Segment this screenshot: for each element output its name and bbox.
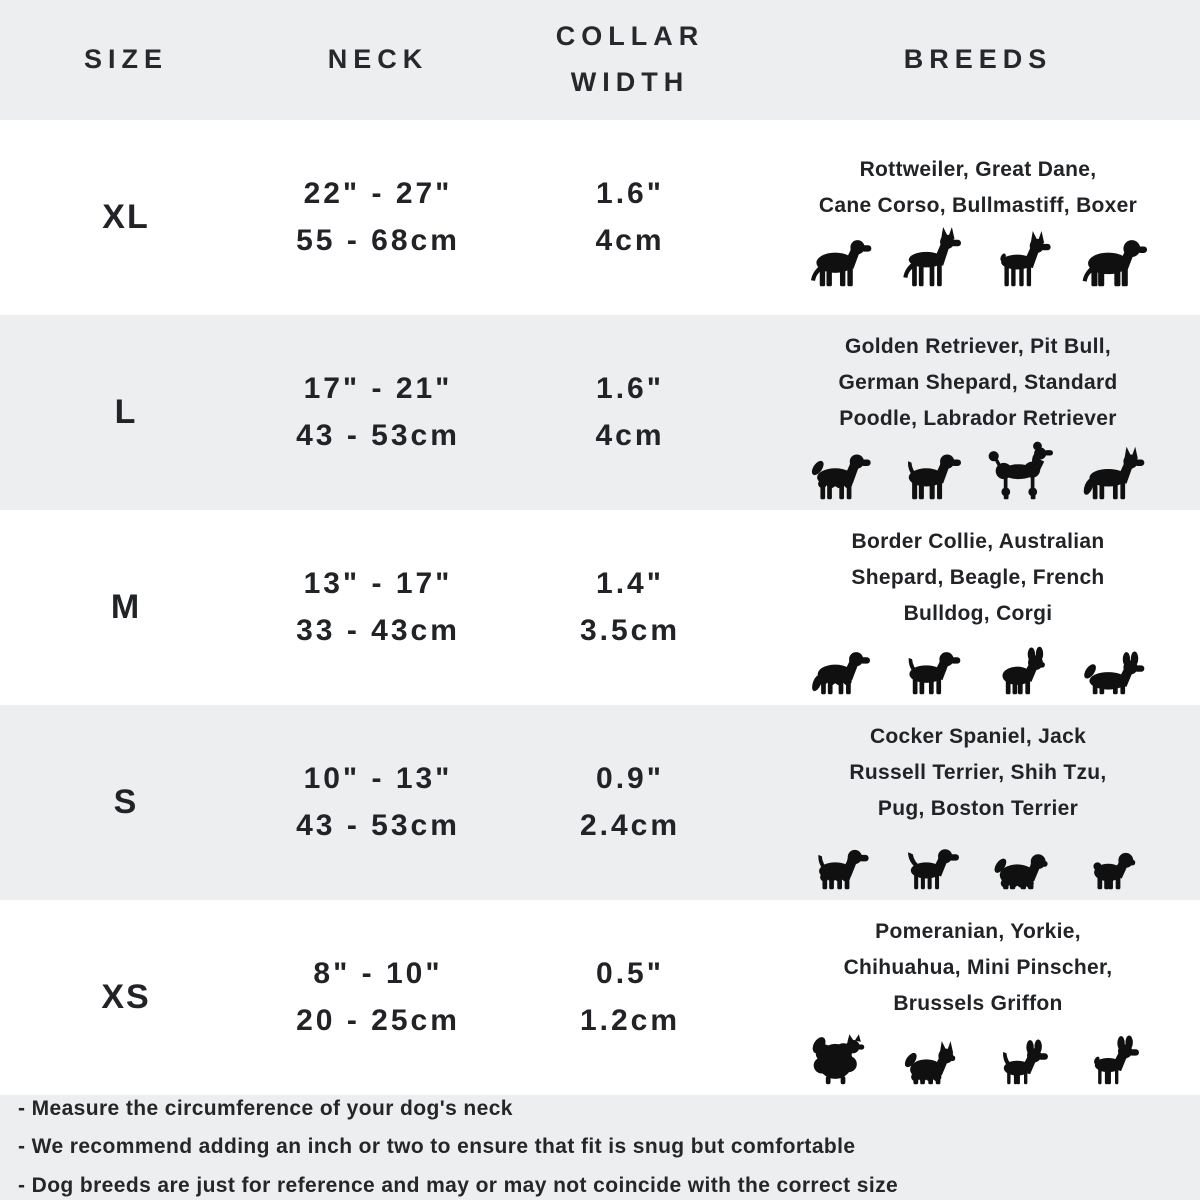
neck-range-cm: 20 - 25cm [296, 1003, 460, 1037]
german-shepherd-icon [1074, 440, 1156, 502]
breeds-text [849, 719, 1106, 826]
size-label: L [114, 393, 138, 431]
size-label: XL [102, 198, 150, 236]
neck-range-inches: 17" - 21" [303, 372, 453, 405]
boxer-icon [983, 227, 1065, 289]
collar-width-cm: 4cm [595, 223, 665, 257]
cocker-spaniel-icon [801, 830, 883, 892]
collar-width-cm: 2.4cm [579, 808, 681, 842]
chihuahua-icon [983, 1025, 1065, 1087]
great-dane-icon [892, 227, 974, 289]
breeds-line: Border Collie, Australian [851, 530, 1105, 554]
breeds-line: German Shepard, Standard [838, 371, 1118, 395]
labrador-icon [892, 440, 974, 502]
note-line: - Dog breeds are just for reference and may or may not coincide with the correct size [18, 1173, 899, 1197]
breeds-text [851, 524, 1104, 631]
poodle-icon [983, 440, 1065, 502]
pomeranian-icon [801, 1025, 883, 1087]
neck-range-cm: 33 - 43cm [296, 613, 460, 647]
size-row-s [0, 705, 1200, 900]
collar-width-cm: 4cm [595, 418, 665, 452]
breeds-cell [756, 900, 1200, 1095]
breeds-cell [756, 120, 1200, 315]
note-line: - We recommend adding an inch or two to ensure that fit is snug but comfortable [18, 1135, 856, 1159]
size-row-xl [0, 120, 1200, 315]
breeds-line: Shepard, Beagle, French [851, 566, 1105, 590]
sizing-notes [0, 1095, 1200, 1200]
neck-range-inches: 10" - 13" [303, 762, 453, 795]
collar-width-cm: 1.2cm [579, 1003, 681, 1037]
neck-range-inches: 8" - 10" [313, 957, 443, 990]
note-line: - Measure the circumference of your dog's neck [18, 1097, 513, 1121]
collar-width [504, 561, 756, 654]
min-pin-icon [1074, 1025, 1156, 1087]
size-row-xs [0, 900, 1200, 1095]
breed-icons [801, 440, 1156, 502]
beagle-icon [892, 635, 974, 697]
breeds-line: Golden Retriever, Pit Bull, [844, 335, 1111, 359]
breeds-text [838, 329, 1117, 436]
col-header-size: SIZE [83, 44, 168, 75]
collar-width-inches: 1.6" [596, 372, 664, 405]
collar-width [504, 366, 756, 459]
col-header-collar-width: COLLAR WIDTH [555, 21, 705, 97]
neck-range-inches: 22" - 27" [303, 177, 453, 210]
collar-width-inches: 0.9" [596, 762, 664, 795]
neck-range-cm: 43 - 53cm [296, 418, 460, 452]
bullmastiff-icon [1074, 227, 1156, 289]
shih-tzu-icon [983, 830, 1065, 892]
breeds-cell [756, 315, 1200, 510]
neck-range [252, 366, 504, 459]
collar-width [504, 951, 756, 1044]
collar-width-inches: 1.6" [596, 177, 664, 210]
col-header-breeds: BREEDS [903, 44, 1053, 75]
breeds-text [819, 152, 1137, 223]
breeds-line: Bulldog, Corgi [903, 601, 1053, 625]
breeds-cell [756, 510, 1200, 705]
breeds-line: Brussels Griffon [893, 991, 1063, 1015]
collar-width-inches: 1.4" [596, 567, 664, 600]
breeds-line: Cocker Spaniel, Jack [869, 725, 1087, 749]
neck-range-cm: 55 - 68cm [296, 223, 460, 257]
breeds-line: Russell Terrier, Shih Tzu, [849, 761, 1107, 785]
breed-icons [801, 227, 1156, 289]
collar-width [504, 171, 756, 264]
breeds-line: Pomeranian, Yorkie, [875, 920, 1081, 944]
french-bulldog-icon [983, 635, 1065, 697]
rottweiler-icon [801, 227, 883, 289]
collar-width [504, 756, 756, 849]
breed-icons [801, 635, 1156, 697]
breed-icons [801, 830, 1156, 892]
collar-width-inches: 0.5" [596, 957, 664, 990]
breeds-cell [756, 705, 1200, 900]
neck-range [252, 171, 504, 264]
table-header [0, 0, 1200, 120]
breed-icons [801, 1025, 1156, 1087]
jack-russell-icon [892, 830, 974, 892]
breeds-line: Pug, Boston Terrier [877, 796, 1079, 820]
breeds-line: Poodle, Labrador Retriever [839, 406, 1117, 430]
corgi-icon [1074, 635, 1156, 697]
yorkie-icon [892, 1025, 974, 1087]
size-label: M [110, 588, 142, 626]
col-header-neck: NECK [327, 44, 429, 75]
breeds-line: Chihuahua, Mini Pinscher, [843, 956, 1113, 980]
neck-range [252, 951, 504, 1044]
breeds-line: Cane Corso, Bullmastiff, Boxer [818, 194, 1138, 217]
neck-range [252, 756, 504, 849]
border-collie-icon [801, 635, 883, 697]
breeds-line: Rottweiler, Great Dane, [859, 158, 1097, 182]
golden-retriever-icon [801, 440, 883, 502]
neck-range [252, 561, 504, 654]
size-row-m [0, 510, 1200, 705]
collar-width-cm: 3.5cm [579, 613, 681, 647]
neck-range-inches: 13" - 17" [303, 567, 453, 600]
breeds-text [844, 914, 1113, 1021]
size-label: XS [101, 978, 151, 1016]
size-label: S [113, 783, 139, 821]
neck-range-cm: 43 - 53cm [296, 808, 460, 842]
pug-icon [1074, 830, 1156, 892]
size-row-l [0, 315, 1200, 510]
